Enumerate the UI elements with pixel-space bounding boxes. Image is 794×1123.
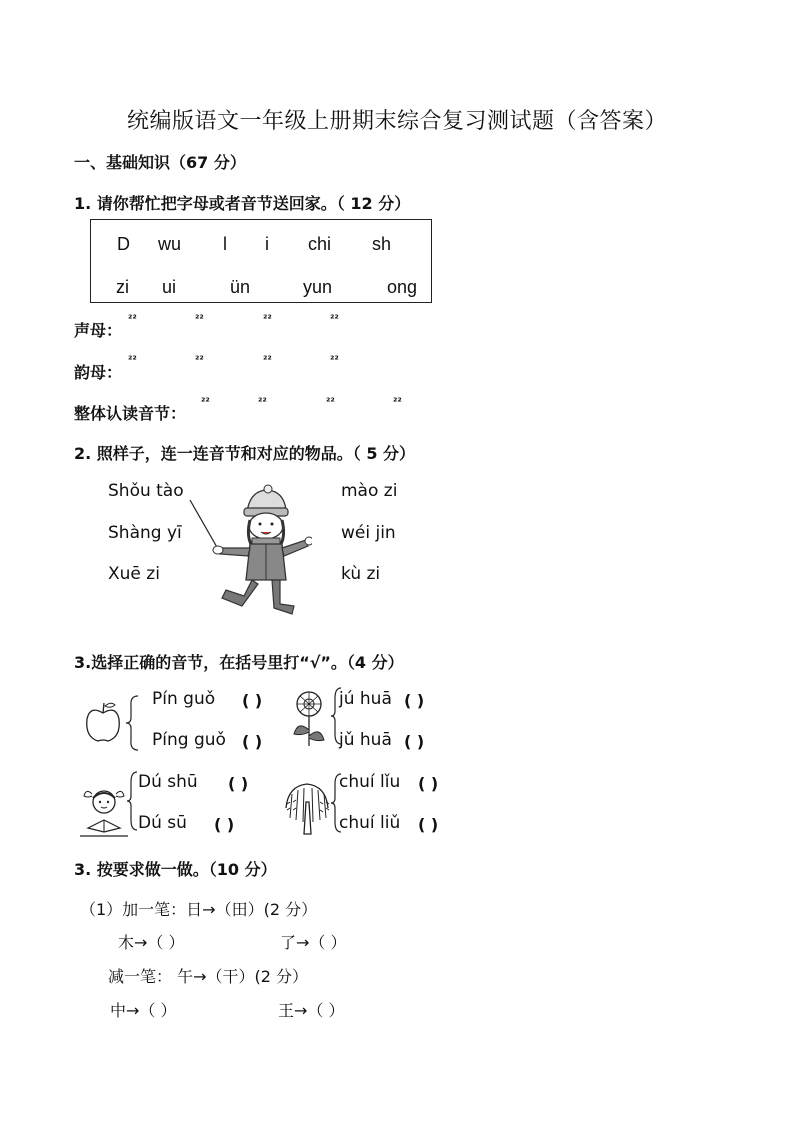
pinyin-right: mào zi: [341, 481, 398, 501]
answer-blank: ²²: [263, 314, 272, 325]
answer-paren: ( ): [404, 691, 425, 710]
answer-paren: ( ): [404, 732, 425, 751]
syllable: D: [117, 234, 130, 254]
question-4-prompt: 3. 按要求做一做。（10 分）: [74, 860, 277, 879]
pinyin-option: Dú shū: [138, 772, 198, 792]
shengmu-label: 声母：: [74, 321, 123, 340]
pinyin-option: chuí lǐu: [339, 772, 401, 792]
answer-blank: ²²: [393, 397, 402, 408]
syllable: sh: [372, 234, 392, 254]
answer-blank: ²²: [258, 397, 267, 408]
answer-blank: ²²: [263, 355, 272, 366]
answer-blank: ²²: [330, 355, 339, 366]
answer-blank: ²²: [195, 314, 204, 325]
brace-icon: [126, 770, 138, 832]
pinyin-option: chuí liǔ: [339, 813, 401, 833]
yunmu-label: 韵母：: [74, 363, 123, 382]
pinyin-left: Shǒu tào: [108, 481, 184, 501]
girl-reading-illustration: [78, 784, 130, 840]
answer-paren: ( ): [228, 774, 249, 793]
answer-paren: ( ): [214, 815, 235, 834]
question-3-prompt: 3.选择正确的音节，在括号里打“√”。（4 分）: [74, 653, 404, 672]
syllable: l: [223, 234, 227, 254]
answer-paren: ( ): [242, 732, 263, 751]
pinyin-right: wéi jin: [341, 523, 396, 543]
page-title: 统编版语文一年级上册期末综合复习测试题（含答案）: [126, 109, 667, 134]
willow-tree-illustration: [282, 778, 332, 836]
syllable: i: [265, 234, 269, 254]
answer-blank: ²²: [128, 355, 137, 366]
syllable-box: [90, 219, 432, 303]
task-line: 木→（ ）: [118, 933, 185, 952]
pinyin-left: Shàng yī: [108, 523, 182, 543]
girl-winter-clothes-illustration: [212, 484, 312, 622]
task-line: 中→（ ）: [110, 1001, 177, 1020]
task-line: （1）加一笔：日→（田）(2 分）: [80, 900, 318, 919]
brace-icon: [124, 694, 140, 752]
syllable: ong: [387, 277, 418, 297]
syllable: yun: [303, 277, 333, 297]
pinyin-option: jǔ huā: [339, 730, 392, 750]
answer-blank: ²²: [201, 397, 210, 408]
pinyin-option: Pín guǒ: [152, 689, 216, 709]
syllable: wu: [158, 234, 182, 254]
section-heading: 一、基础知识（67 分）: [74, 153, 246, 172]
task-line: 减一笔： 午→（干）(2 分）: [108, 967, 309, 986]
syllable: zi: [116, 277, 129, 297]
answer-blank: ²²: [326, 397, 335, 408]
task-line: 王→（ ）: [278, 1001, 345, 1020]
question-1-prompt: 1. 请你帮忙把字母或者音节送回家。（ 12 分）: [74, 194, 411, 213]
pinyin-option: Píng guǒ: [152, 730, 226, 750]
chrysanthemum-illustration: [290, 690, 328, 748]
pinyin-right: kù zi: [341, 564, 381, 584]
zhengti-label: 整体认读音节：: [74, 404, 187, 423]
answer-blank: ²²: [195, 355, 204, 366]
question-2-prompt: 2. 照样子，连一连音节和对应的物品。（ 5 分）: [74, 444, 416, 463]
syllable: chi: [308, 234, 332, 254]
answer-paren: ( ): [242, 691, 263, 710]
answer-blank: ²²: [128, 314, 137, 325]
answer-paren: ( ): [418, 774, 439, 793]
syllable: ui: [162, 277, 177, 297]
apple-illustration: [84, 699, 122, 745]
pinyin-option: jú huā: [339, 689, 392, 709]
answer-blank: ²²: [330, 314, 339, 325]
pinyin-option: Dú sū: [138, 813, 187, 833]
task-line: 了→（ ）: [280, 933, 347, 952]
pinyin-left: Xuē zi: [108, 564, 160, 584]
syllable: ün: [230, 277, 251, 297]
answer-paren: ( ): [418, 815, 439, 834]
